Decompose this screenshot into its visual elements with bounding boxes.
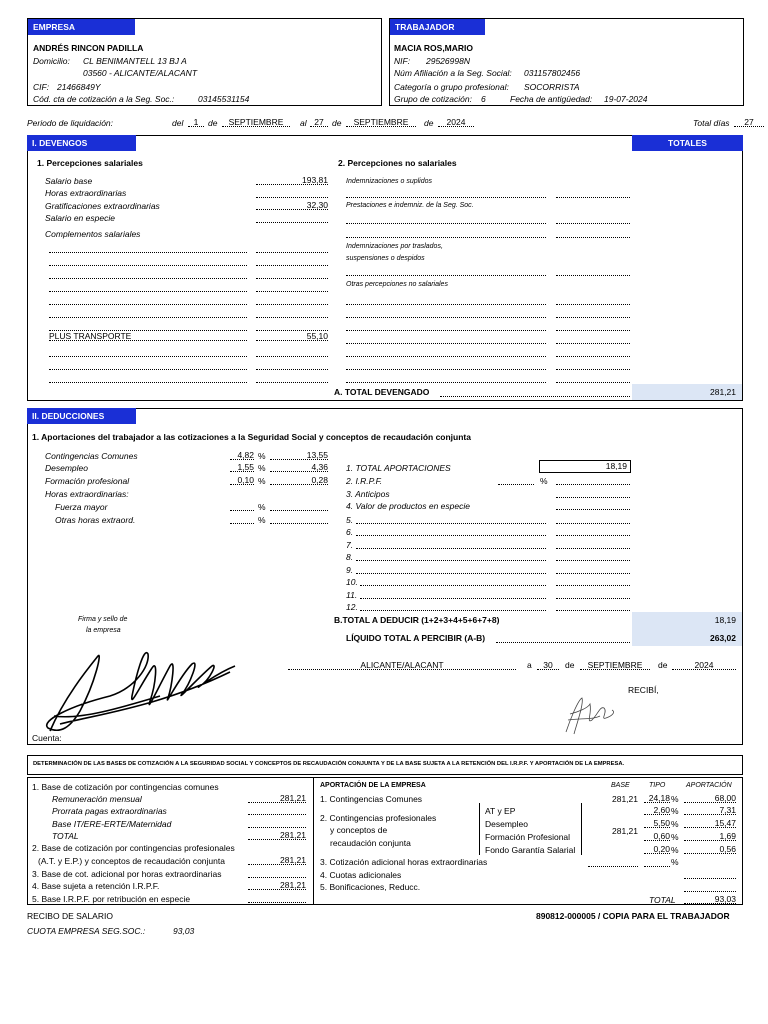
ap-atep-tipo: 2,60 [644, 805, 670, 815]
otras-label: Otras percepciones no salariales [346, 281, 448, 288]
domicilio-2: 03560 - ALICANTE/ALACANT [83, 68, 198, 78]
ded-row-6: 6. [346, 527, 354, 537]
complemento-line [49, 243, 247, 253]
complemento-line [49, 321, 247, 331]
ap-atep-pct: % [671, 806, 679, 816]
irpf-label: 2. I.R.P.F. [346, 476, 383, 486]
ded-value [556, 526, 630, 536]
cif-value: 21466849Y [57, 82, 101, 92]
ccc-label: Cód. cta de cotización a la Seg. Soc.: [33, 94, 175, 104]
prestaciones-line [346, 228, 546, 238]
otras-line [346, 308, 546, 318]
mes-text: SEPTIEMBRE [587, 660, 643, 670]
periodo-year [438, 117, 474, 127]
categoria-value: SOCORRISTA [524, 82, 580, 92]
base-l4-value: 281,21 [248, 880, 306, 890]
ded-row-9: 9. [346, 565, 354, 575]
afiliacion-value: 031157802456 [524, 68, 581, 78]
ap-c3-pct: % [671, 857, 679, 867]
ap-atep-aport: 7,31 [684, 805, 736, 815]
irpf-pct-sign: % [540, 476, 548, 486]
base-l1d-value: 281,21 [248, 830, 306, 840]
trabajador-header: TRABAJADOR [390, 19, 485, 35]
fuerza-value [270, 501, 328, 511]
lugar-line [288, 660, 516, 670]
fecha-de-2: de [658, 660, 668, 670]
trabajador-name: MACIA ROS,MARIO [394, 43, 474, 53]
otras-value [556, 373, 630, 383]
gratificaciones-label: Gratificaciones extraordinarias [45, 201, 160, 211]
fecha-anio [672, 660, 736, 670]
ap-cc-tipo: 24,18 [644, 793, 670, 803]
ap-cp-base: 281,21 [612, 826, 638, 836]
base-l3: 3. Base de cot. adicional por horas extraordinarias [32, 869, 222, 879]
desempleo-value: 4,36 [270, 462, 328, 472]
fecha-dia [537, 660, 559, 670]
ded-row-11: 11. [346, 590, 358, 600]
ded-row-5: 5. [346, 515, 354, 525]
salariales-title: 1. Percepciones salariales [37, 158, 143, 168]
horas-extra-value [256, 188, 328, 198]
ap-fp-pct: % [671, 832, 679, 842]
ded-value [556, 576, 630, 586]
otras-value [556, 295, 630, 305]
base-l2b: (A.T. y E.P.) y conceptos de recaudación conjunta [38, 856, 225, 866]
ap-fp-aport: 1,69 [684, 831, 736, 841]
ap-c3-tipo [644, 857, 670, 867]
otras-value [556, 308, 630, 318]
otras-line [346, 295, 546, 305]
nif-label: NIF: [394, 56, 411, 66]
ded-row-12: 12. [346, 602, 358, 612]
otras-value [556, 360, 630, 370]
base-l1a-value: 281,21 [248, 793, 306, 803]
periodo-month-to [346, 117, 416, 127]
especie-label: Salario en especie [45, 213, 115, 223]
day-from-text: 1 [193, 117, 199, 127]
total-dias [734, 117, 764, 127]
ap-cp-1: 2. Contingencias profesionales [320, 813, 437, 823]
base-l1d: TOTAL [52, 831, 79, 841]
month-to-text: SEPTIEMBRE [353, 117, 409, 127]
especie-label-ded: 4. Valor de productos en especie [346, 501, 470, 511]
ap-c4: 4. Cuotas adicionales [320, 870, 402, 880]
year-text: 2024 [446, 117, 466, 127]
ap-total-label: TOTAL [649, 895, 676, 905]
cc-value: 13,55 [270, 450, 328, 460]
complemento-line [49, 256, 247, 266]
afiliacion-label: Núm Afiliación a la Seg. Social: [394, 68, 512, 78]
ap-fp: Formación Profesional [485, 832, 571, 842]
cc-pct: 4,82 [230, 450, 254, 460]
ded-value [556, 539, 630, 549]
no-salariales-title: 2. Percepciones no salariales [338, 158, 457, 168]
periodo-de-2: de [332, 118, 342, 128]
fp-pct: 0,10 [230, 475, 254, 485]
ccc-value: 03145531154 [198, 94, 250, 104]
trabajador-signature-icon [560, 690, 620, 738]
otras-horas-value [270, 514, 328, 524]
complemento-value [256, 347, 328, 357]
salario-base-label: Salario base [45, 176, 93, 186]
grupo-value: 6 [481, 94, 486, 104]
prestaciones-label: Prestaciones e indemniz. de la Seg. Soc. [346, 202, 474, 209]
ap-c5-aport [684, 882, 736, 892]
ded-value [556, 514, 630, 524]
cif-label: CIF: [33, 82, 50, 92]
ap-total-value: 93,03 [684, 894, 736, 904]
prestaciones-value [556, 228, 630, 238]
base-l1b: Prorrata pagas extraordinarias [52, 806, 167, 816]
deducciones-title: 1. Aportaciones del trabajador a las cotizaciones a la Seguridad Social y conceptos de recaudación conjunta [32, 432, 471, 442]
recibi-label: RECIBÍ, [628, 685, 659, 695]
ded-line [356, 526, 546, 536]
complemento-line [49, 373, 247, 383]
ap-fgs-tipo: 0,20 [644, 844, 670, 854]
ap-fgs-pct: % [671, 845, 679, 855]
fuerza-label: Fuerza mayor [55, 502, 108, 512]
complemento-value [256, 321, 328, 331]
traslados-line [346, 266, 546, 276]
otras-line [346, 321, 546, 331]
base-l1: 1. Base de cotización por contingencias comunes [32, 782, 219, 792]
lugar-text: ALICANTE/ALACANT [360, 660, 444, 670]
ap-cc: 1. Contingencias Comunes [320, 794, 423, 804]
fp-value: 0,28 [270, 475, 328, 485]
salario-base-value: 193,81 [256, 175, 328, 185]
col-tipo: TIPO [649, 782, 666, 789]
complemento-line [49, 308, 247, 318]
periodo-del: del [172, 118, 184, 128]
ap-fp-tipo: 0,60 [644, 831, 670, 841]
empresa-signature-icon [40, 636, 240, 741]
complemento-line [49, 347, 247, 357]
ap-des-pct: % [671, 819, 679, 829]
desempleo-pct-sign: % [258, 463, 266, 473]
periodo-month-from [222, 117, 290, 127]
bases-title: DETERMINACIÓN DE LAS BASES DE COTIZACIÓN A LA SEGURIDAD SOCIAL Y CONCEPTOS DE RECAUDACIÓN CONJUNTA Y DE LA BASE SUJETA A LA RETENCIÓN DEL I.R.P.F. Y APORTACIÓN DE LA EMPRESA. [33, 761, 625, 767]
base-l3-value [248, 868, 306, 878]
desempleo-pct: 1,55 [230, 462, 254, 472]
nif-value: 29526998N [426, 56, 470, 66]
traslados-label-1: Indemnizaciones por traslados, [346, 243, 443, 250]
ap-des-tipo: 5,50 [644, 818, 670, 828]
ded-line [360, 589, 546, 599]
plus-transporte-text: PLUS TRANSPORTE [49, 331, 132, 341]
ap-c5: 5. Bonificaciones, Reducc. [320, 882, 421, 892]
domicilio-1: CL BENIMANTELL 13 BJ A [83, 56, 187, 66]
especie-value [256, 213, 328, 223]
periodo-al: al [300, 118, 307, 128]
ap-c3-base [588, 857, 638, 867]
col-base: BASE [611, 782, 630, 789]
total-devengado-line [440, 387, 630, 397]
otras-horas-pct-sign: % [258, 515, 266, 525]
periodo-de-3: de [424, 118, 434, 128]
firma-label-1: Firma y sello de [78, 616, 128, 623]
ap-fgs-aport: 0,56 [684, 844, 736, 854]
ap-atep: AT y EP [485, 806, 516, 816]
base-l4: 4. Base sujeta a retención I.R.P.F. [32, 881, 160, 891]
devengos-header: I. DEVENGOS [27, 135, 136, 151]
periodo-label: Periodo de liquidación: [27, 118, 114, 128]
ap-c4-aport [684, 869, 736, 879]
otras-value [556, 321, 630, 331]
complemento-value [256, 282, 328, 292]
base-l5-value [248, 893, 306, 903]
cuenta-label: Cuenta: [32, 733, 62, 743]
indemnizaciones-value [556, 188, 630, 198]
complemento-line [49, 282, 247, 292]
cuota-label: CUOTA EMPRESA SEG.SOC.: [27, 926, 146, 936]
antiguedad-value: 19-07-2024 [604, 94, 648, 104]
ap-cp-2: y conceptos de [330, 825, 388, 835]
ded-row-8: 8. [346, 552, 354, 562]
complemento-value [256, 308, 328, 318]
gratificaciones-value: 32,30 [256, 200, 328, 210]
total-deducir-value: 18,19 [714, 615, 736, 625]
fuerza-pct-sign: % [258, 502, 266, 512]
traslados-label-2: suspensiones o despidos [346, 255, 425, 262]
irpf-pct [498, 475, 534, 485]
ded-line [360, 601, 546, 611]
total-deducir-label: B.TOTAL A DEDUCIR (1+2+3+4+5+6+7+8) [334, 615, 500, 625]
complemento-value [256, 269, 328, 279]
recibo-label: RECIBO DE SALARIO [27, 911, 113, 921]
especie-value-ded [556, 500, 630, 510]
complemento-line [49, 269, 247, 279]
cuota-value: 93,03 [173, 926, 195, 936]
base-l1b-value [248, 805, 306, 815]
prestaciones-line [346, 214, 546, 224]
liquido-line [496, 633, 630, 643]
cp-subbox-right [581, 803, 582, 855]
otras-value [556, 347, 630, 357]
copia-label: 890812-000005 / COPIA PARA EL TRABAJADOR [536, 911, 730, 921]
total-aportaciones-label: 1. TOTAL APORTACIONES [346, 463, 451, 473]
base-l1a: Remuneración mensual [52, 794, 142, 804]
otras-line [346, 373, 546, 383]
ded-line [356, 564, 546, 574]
total-devengado-value: 281,21 [710, 387, 736, 397]
month-from-text: SEPTIEMBRE [228, 117, 284, 127]
ded-value [556, 589, 630, 599]
traslados-value [556, 266, 630, 276]
totales-header: TOTALES [632, 135, 743, 151]
fecha-a: a [527, 660, 532, 670]
liquido-label: LÍQUIDO TOTAL A PERCIBIR (A-B) [346, 633, 486, 643]
ap-fgs: Fondo Garantía Salarial [485, 845, 576, 855]
fecha-de-1: de [565, 660, 575, 670]
complemento-value [256, 295, 328, 305]
ded-value [556, 551, 630, 561]
dia-text: 30 [543, 660, 553, 670]
complementos-label: Complementos salariales [45, 229, 141, 239]
periodo-de-1: de [208, 118, 218, 128]
periodo-day-to [310, 117, 328, 127]
complemento-value [256, 373, 328, 383]
plus-transporte-label [49, 331, 247, 341]
otras-line [346, 334, 546, 344]
ap-cc-pct: % [671, 794, 679, 804]
deducciones-header: II. DEDUCCIONES [27, 408, 136, 424]
irpf-value [556, 475, 630, 485]
base-l2: 2. Base de cotización por contingencias profesionales [32, 843, 235, 853]
anio-text: 2024 [694, 660, 714, 670]
plus-transporte-value: 55,10 [256, 331, 328, 341]
total-dias-text: 27 [744, 117, 754, 127]
fp-pct-sign: % [258, 476, 266, 486]
empresa-name: ANDRÉS RINCON PADILLA [33, 43, 144, 53]
ap-des: Desempleo [485, 819, 528, 829]
grupo-label: Grupo de cotización: [394, 94, 472, 104]
fp-label: Formación profesional [45, 476, 130, 486]
empresa-header: EMPRESA [28, 19, 135, 35]
base-l1c: Base IT/ERE-ERTE/Maternidad [52, 819, 172, 829]
cc-pct-sign: % [258, 451, 266, 461]
complemento-value [256, 256, 328, 266]
ded-line [356, 539, 546, 549]
ap-cp-3: recaudación conjunta [330, 838, 411, 848]
bases-divider [313, 777, 314, 905]
indemnizaciones-label: Indemnizaciones o suplidos [346, 178, 432, 185]
ded-row-7: 7. [346, 540, 354, 550]
ap-cc-base: 281,21 [612, 794, 638, 804]
complemento-line [49, 295, 247, 305]
ded-value [556, 564, 630, 574]
firma-label-2: la empresa [86, 627, 121, 634]
ap-des-aport: 15,47 [684, 818, 736, 828]
ded-value [556, 601, 630, 611]
day-to-text: 27 [314, 117, 324, 127]
base-l2-value: 281,21 [248, 855, 306, 865]
total-devengado-label: A. TOTAL DEVENGADO [334, 387, 430, 397]
indemnizaciones-line [346, 188, 546, 198]
categoria-label: Categoría o grupo profesional: [394, 82, 509, 92]
desempleo-label: Desempleo [45, 463, 88, 473]
otras-line [346, 347, 546, 357]
ap-cc-aport: 68,00 [684, 793, 736, 803]
aportacion-title: APORTACIÓN DE LA EMPRESA [320, 782, 426, 789]
ded-line [360, 576, 546, 586]
domicilio-label: Domicilio: [33, 56, 70, 66]
base-l5: 5. Base I.R.P.F. por retribución en especie [32, 894, 191, 904]
otras-horas-label: Otras horas extraord. [55, 515, 136, 525]
prestaciones-value [556, 214, 630, 224]
base-l1c-value [248, 818, 306, 828]
cp-subbox-left [479, 803, 480, 855]
ded-line [356, 514, 546, 524]
otras-horas-pct [230, 514, 254, 524]
anticipos-value [556, 488, 630, 498]
ded-row-10: 10. [346, 577, 358, 587]
horas-extra-label: Horas extraordinarias [45, 188, 127, 198]
liquido-value: 263,02 [710, 633, 736, 643]
col-aportacion: APORTACIÓN [686, 782, 732, 789]
complemento-value [256, 243, 328, 253]
total-aportaciones-value: 18,19 [539, 460, 631, 473]
complemento-value [256, 360, 328, 370]
cc-label: Contingencias Comunes [45, 451, 138, 461]
anticipos-label: 3. Anticipos [346, 489, 390, 499]
total-dias-label: Total días [693, 118, 730, 128]
fuerza-pct [230, 501, 254, 511]
ap-c3: 3. Cotización adicional horas extraordinarias [320, 857, 488, 867]
horas-label: Horas extraordinarias: [45, 489, 129, 499]
ded-line [356, 551, 546, 561]
complemento-line [49, 360, 247, 370]
otras-value [556, 334, 630, 344]
periodo-day-from [188, 117, 204, 127]
otras-line [346, 360, 546, 370]
antiguedad-label: Fecha de antigüedad: [510, 94, 593, 104]
fecha-mes [580, 660, 650, 670]
